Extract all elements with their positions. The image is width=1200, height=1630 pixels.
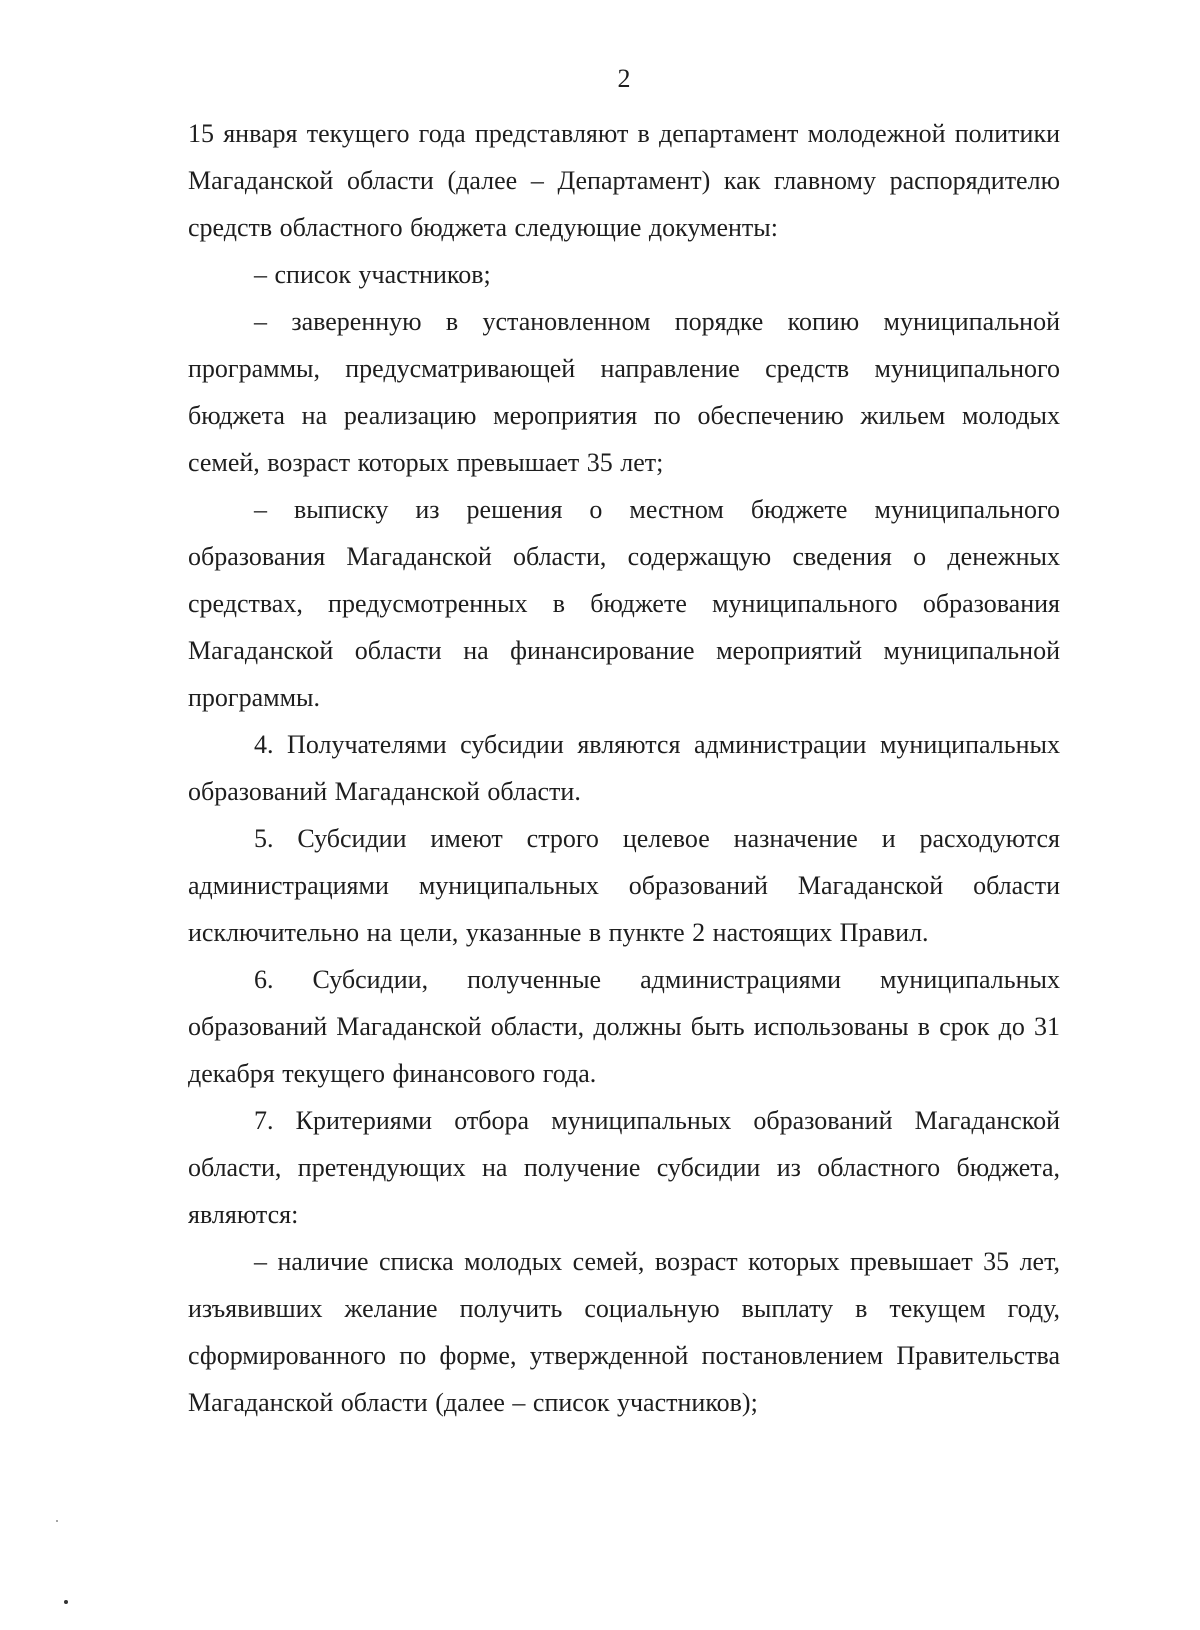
list-item-participants: – список участников; <box>254 260 491 289</box>
list-item-program-copy: – заверенную в установленном порядке копию муниципальной программы, предусматривающей направление средств муниципального бюджета на реализацию мероприятия по обеспечению жильем молодых семей, возраст которых превышает 35 лет; <box>188 307 1060 477</box>
clause-7: 7. Критериями отбора муниципальных образований Магаданской области, претендующих на получение субсидии из областного бюджета, являются: <box>188 1106 1060 1229</box>
list-item-budget-extract: – выписку из решения о местном бюджете муниципального образования Магаданской области, содержащую сведения о денежных средствах, предусмотренных в бюджете муниципального образования Магаданской области на финансирование мероприятий муниципальной программы. <box>188 495 1060 712</box>
list-item-family-list: – наличие списка молодых семей, возраст которых превышает 35 лет, изъявивших желание получить социальную выплату в текущем году, сформированного по форме, утвержденной постановлением Правительства Магаданской области (далее – список участников); <box>188 1247 1060 1417</box>
document-body <box>188 110 1060 1426</box>
clause-6: 6. Субсидии, полученные администрациями муниципальных образований Магаданской области, должны быть использованы в срок до 31 декабря текущего финансового года. <box>188 965 1060 1088</box>
scan-speck <box>56 1520 58 1522</box>
clause-4: 4. Получателями субсидии являются администрации муниципальных образований Магаданской области. <box>188 730 1060 806</box>
page-number: 2 <box>617 64 631 93</box>
clause-5: 5. Субсидии имеют строго целевое назначение и расходуются администрациями муниципальных образований Магаданской области исключительно на цели, указанные в пункте 2 настоящих Правил. <box>188 824 1060 947</box>
paragraph-continuation: 15 января текущего года представляют в департамент молодежной политики Магаданской области (далее – Департамент) как главному распорядителю средств областного бюджета следующие документы: <box>188 119 1060 242</box>
scan-speck <box>64 1600 68 1604</box>
